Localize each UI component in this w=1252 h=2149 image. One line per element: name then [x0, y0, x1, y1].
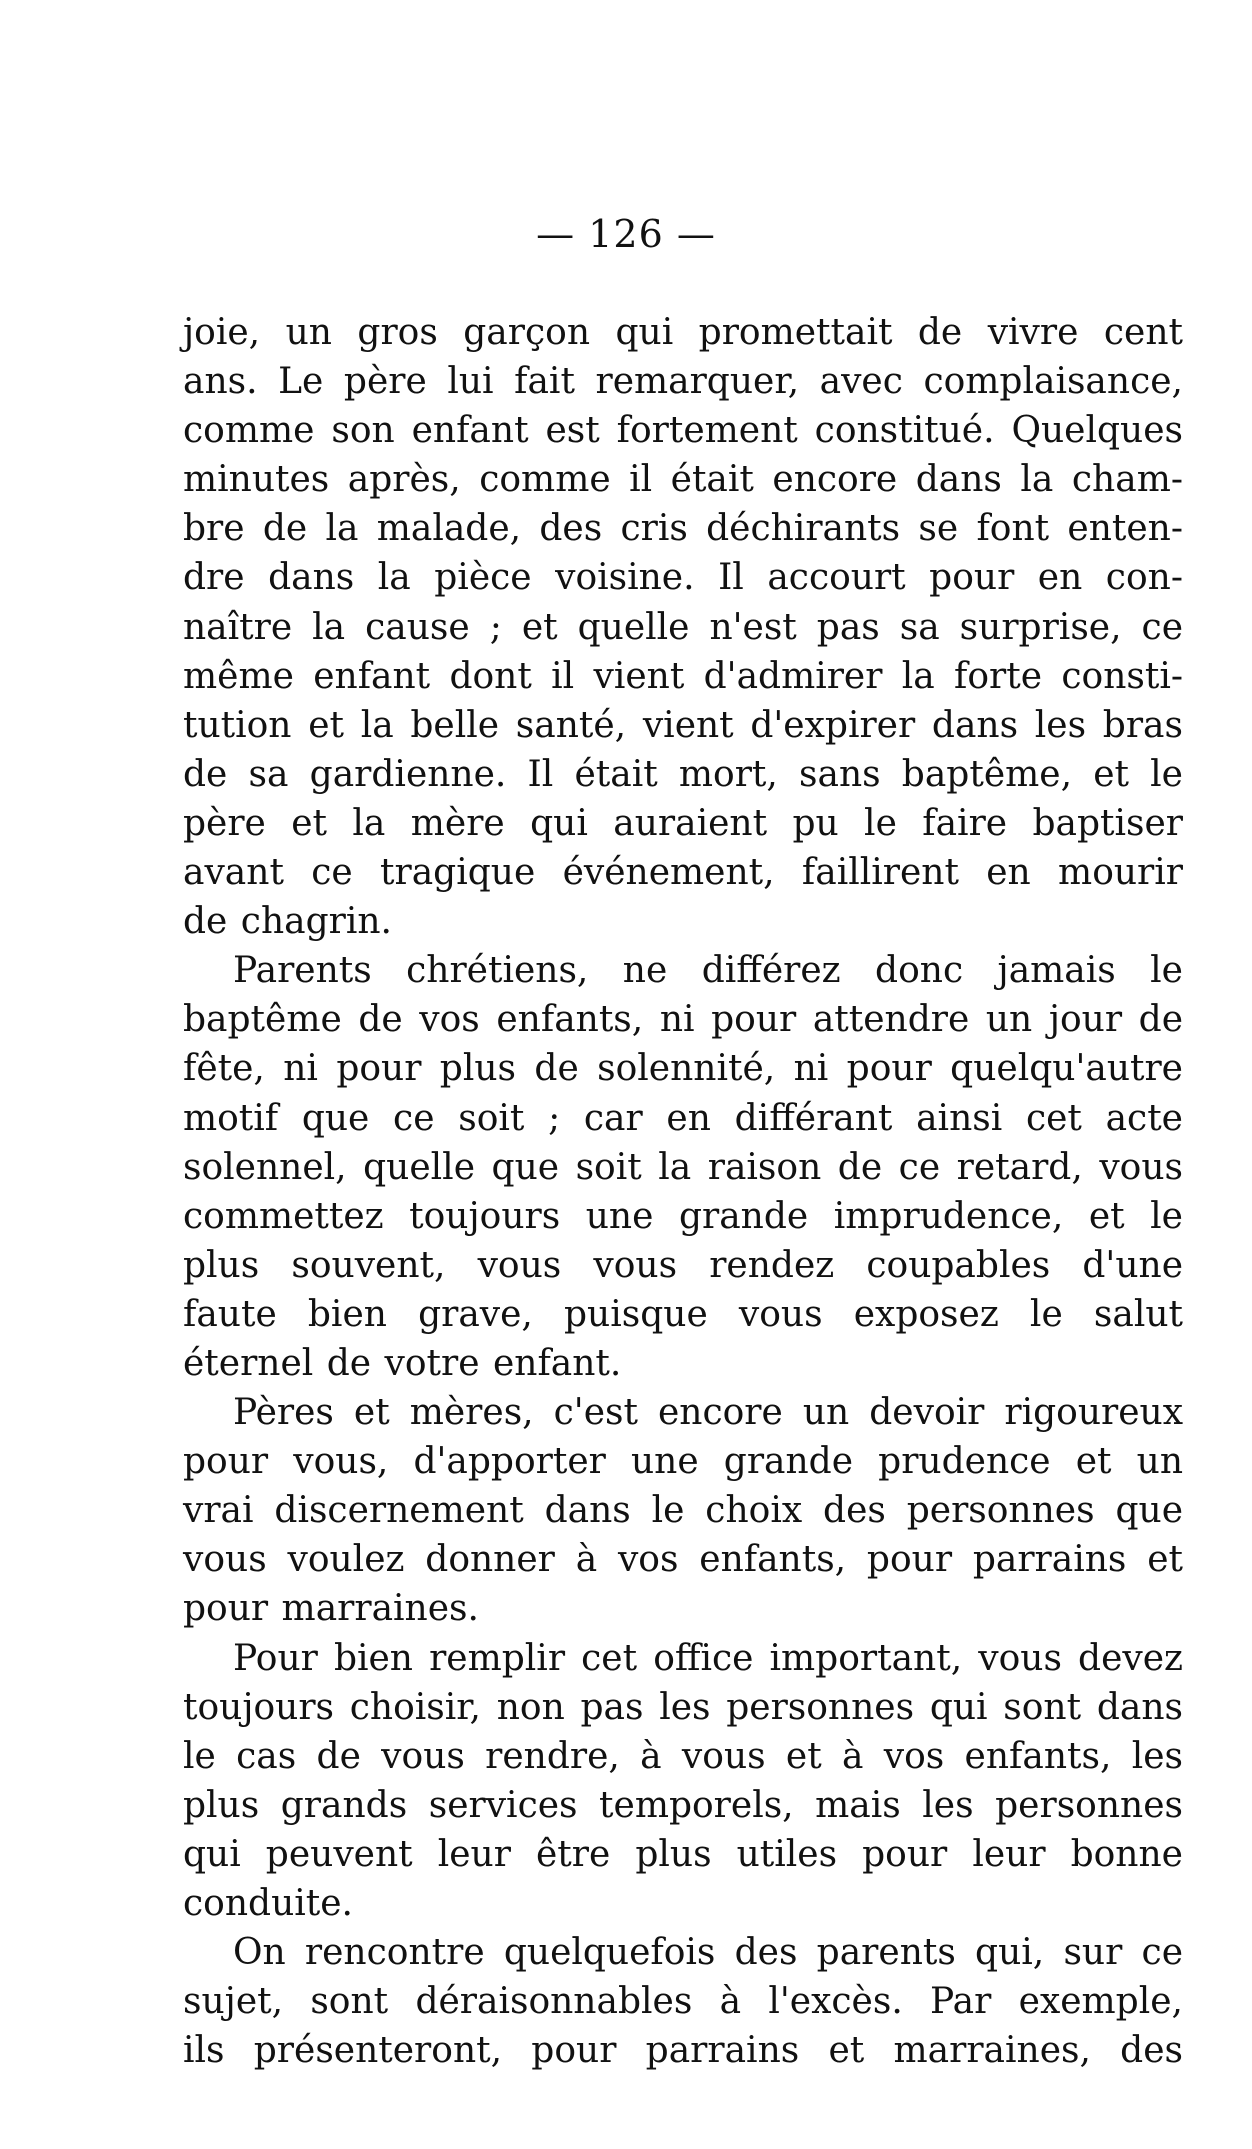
text-line: naître la cause ; et quelle n'est pas sa surprise, ce [183, 606, 1183, 648]
text-line: plus grands services temporels, mais les personnes [183, 1784, 1183, 1826]
text-line: fête, ni pour plus de solennité, ni pour quelqu'autre [183, 1048, 1183, 1090]
body-text [183, 308, 1183, 2075]
text-line: qui peuvent leur être plus utiles pour leur bonne [183, 1833, 1183, 1875]
text-line: conduite. [183, 1883, 353, 1924]
text-line: bre de la malade, des cris déchirants se font enten- [183, 508, 1183, 550]
text-line: commettez toujours une grande imprudence, et le [183, 1195, 1183, 1237]
text-line: Pour bien remplir cet office important, vous devez [233, 1637, 1183, 1679]
text-line: motif que ce soit ; car en différant ainsi cet acte [183, 1097, 1183, 1139]
text-line: solennel, quelle que soit la raison de ce retard, vous [183, 1146, 1183, 1188]
text-line: faute bien grave, puisque vous exposez le salut [183, 1293, 1183, 1335]
text-line: pour vous, d'apporter une grande prudence et un [183, 1441, 1183, 1483]
text-line: de chagrin. [183, 901, 392, 943]
text-line: comme son enfant est fortement constitué. Quelques [183, 410, 1183, 452]
text-line: joie, un gros garçon qui promettait de vivre cent [183, 312, 1183, 353]
text-line: père et la mère qui auraient pu le faire baptiser [183, 802, 1183, 844]
text-line: dre dans la pièce voisine. Il accourt pour en con- [183, 557, 1183, 599]
text-line: toujours choisir, non pas les personnes qui sont dans [183, 1686, 1183, 1728]
text-line: vrai discernement dans le choix des personnes que [183, 1490, 1183, 1532]
text-line: de sa gardienne. Il était mort, sans baptême, et le [183, 753, 1183, 795]
text-line: vous voulez donner à vos enfants, pour parrains et [183, 1539, 1183, 1581]
text-line: On rencontre quelquefois des parents qui, sur ce [233, 1932, 1183, 1974]
text-line: tution et la belle santé, vient d'expirer dans les bras [183, 704, 1183, 746]
text-line: éternel de votre enfant. [183, 1342, 622, 1384]
text-line: Parents chrétiens, ne différez donc jamais le [233, 950, 1183, 992]
text-line: sujet, sont déraisonnables à l'excès. Par exemple, [183, 1981, 1183, 2023]
text-line: pour marraines. [183, 1588, 479, 1630]
text-line: ans. Le père lui fait remarquer, avec complaisance, [183, 361, 1183, 403]
text-line: avant ce tragique événement, faillirent en mourir [183, 852, 1183, 894]
text-line: le cas de vous rendre, à vous et à vos enfants, les [183, 1735, 1183, 1777]
text-line: ils présenteront, pour parrains et marraines, des [183, 2030, 1183, 2072]
page-number: — 126 — [536, 212, 716, 256]
text-line: même enfant dont il vient d'admirer la forte consti- [183, 655, 1183, 697]
text-line: plus souvent, vous vous rendez coupables d'une [183, 1244, 1183, 1286]
text-line: Pères et mères, c'est encore un devoir rigoureux [233, 1392, 1183, 1434]
text-line: minutes après, comme il était encore dans la cham- [183, 459, 1183, 501]
text-line: baptême de vos enfants, ni pour attendre un jour de [183, 999, 1183, 1041]
